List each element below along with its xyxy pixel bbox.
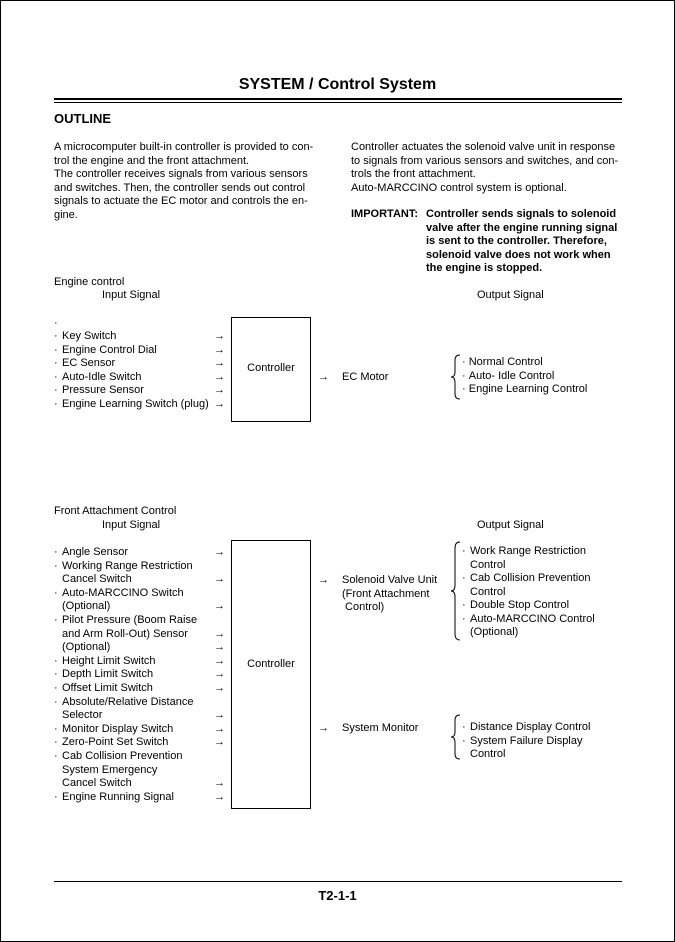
output-item [462,545,595,559]
intro-right [351,141,623,195]
input-arrow: → [214,370,225,383]
intro-left-line: A microcomputer built-in controller is provided to con- [54,141,314,153]
solenoid-brace [450,541,462,641]
front-input-item: Selector [62,709,103,722]
output-item [462,735,590,749]
intro-right-line: Auto-MARCCINO control system is optional. [351,181,567,194]
engine-input-item: Engine Control Dial [62,343,157,356]
output-bullet: · [462,612,466,625]
output-bullet: · [462,721,466,733]
output-text: (Optional) [470,626,519,638]
intro-left-line: signals to actuate the EC motor and controls the en- [54,195,308,208]
important-note [426,208,626,276]
output-bullet: · [462,599,466,611]
input-arrow: → [214,722,225,735]
intro-right-line: to signals from various sensors and switches, and con- [351,154,619,167]
important-line: Controller sends signals to solenoid [426,208,617,220]
important-line: solenoid valve does not work when [426,248,611,261]
front-input-item: (Optional) [62,641,111,654]
input-arrow: → [214,790,225,803]
engine-diagram-title: Engine control [54,276,125,288]
front-input-item: Cancel Switch [62,777,132,790]
page-title: SYSTEM / Control System [238,76,437,93]
engine-input-item: Key Switch [62,330,117,342]
input-arrow: → [214,654,225,667]
front-input-item: Pilot Pressure (Boom Raise [62,614,198,626]
intro-left-line: trol the engine and the front attachment. [54,154,250,167]
engine-output-item: · Normal Control [462,356,543,368]
output-bullet: · [462,545,466,557]
input-arrow: → [214,627,225,640]
intro-right-line: Controller actuates the solenoid valve unit in response [351,141,616,153]
solenoid-valve-unit [342,574,437,615]
output-text: Distance Display Control [470,721,591,733]
front-input-item: System Emergency [62,763,158,776]
output-text: Control [470,558,506,571]
front-input-item: Offset Limit Switch [62,682,153,694]
input-arrow: → [214,641,225,654]
important-line: is sent to the controller. Therefore, [426,235,607,248]
output-text: Control [470,748,506,760]
solenoid-line: Solenoid Valve Unit [342,574,438,586]
important-label: IMPORTANT: [351,208,419,220]
front-input-item: Working Range Restriction [62,559,193,572]
input-arrow: → [214,357,225,370]
input-bullet: · [54,384,58,397]
output-bullet: · [462,572,466,584]
engine-output-unit: EC Motor [342,371,389,383]
input-bullet: · [54,343,58,356]
input-bullet: · [54,695,58,708]
front-input-item: Engine Running Signal [62,790,174,803]
output-text: Control [470,585,506,598]
output-bullet: · [462,734,466,747]
input-bullet: · [54,668,58,681]
front-controller-box [231,540,311,809]
input-bullet: · [54,790,58,803]
input-arrow: → [214,777,225,790]
output-item [462,559,595,573]
stray-dot: · [54,317,58,329]
input-bullet: · [54,614,58,626]
output-item [462,586,595,600]
output-item [462,721,590,735]
output-item [462,572,595,586]
intro-left-line: and switches. Then, the controller sends out control [54,181,306,194]
input-bullet: · [54,357,58,370]
output-text: Cab Collision Prevention [470,572,591,584]
input-arrow: → [214,384,225,397]
input-bullet: · [54,722,58,735]
input-bullet: · [54,654,58,667]
page-number: T2-1-1 [318,888,357,903]
engine-input-item: Auto-Idle Switch [62,370,142,383]
front-output-heading: Output Signal [477,519,544,531]
input-arrow: → [214,600,225,613]
footer-rule [54,881,622,882]
front-input-item: Height Limit Switch [62,654,156,667]
engine-output-item: · Auto- Idle Control [462,369,555,382]
solenoid-line: Control) [342,601,385,613]
output-text: System Failure Display [470,734,583,747]
front-diagram-title: Front Attachment Control [54,505,177,517]
front-input-item: and Arm Roll-Out) Sensor [62,627,188,640]
output-item [462,626,595,640]
intro-left-line: gine. [54,208,78,221]
monitor-arrow: → [318,722,329,734]
engine-output-heading: Output Signal [477,289,544,301]
input-arrow: → [214,343,225,356]
engine-brace [450,354,462,400]
intro-right-line: trols the front attachment. [351,168,476,181]
input-arrow: → [214,668,225,681]
input-bullet: · [54,559,58,572]
header-rule-thin [54,102,622,103]
input-arrow: → [214,546,225,558]
input-arrow: → [214,682,225,694]
input-bullet: · [54,398,58,410]
front-input-item: Auto-MARCCINO Switch [62,586,184,599]
front-input-item: Monitor Display Switch [62,722,174,735]
output-text: Work Range Restriction [470,545,586,557]
monitor-brace [450,714,462,760]
engine-controller-label: Controller [247,362,295,374]
input-bullet: · [54,736,58,749]
output-item [462,748,590,762]
engine-output-item: · Engine Learning Control [462,383,588,395]
section-title: OUTLINE [54,111,112,126]
solenoid-output-list [462,545,595,640]
intro-left-line: The controller receives signals from various sensors [54,168,308,181]
engine-input-item: Pressure Sensor [62,384,144,397]
front-input-item: (Optional) [62,600,111,613]
important-line: valve after the engine running signal [426,221,618,234]
solenoid-line: (Front Attachment [342,587,430,600]
solenoid-arrow: → [318,574,329,586]
input-arrow: → [214,736,225,749]
engine-input-item: EC Sensor [62,357,116,370]
front-input-item: Cab Collision Prevention [62,750,183,762]
front-input-heading: Input Signal [102,519,161,531]
front-input-item: Depth Limit Switch [62,668,154,681]
front-input-item: Cancel Switch [62,573,132,586]
engine-input-heading: Input Signal [102,289,161,301]
important-line: the engine is stopped. [426,262,543,275]
output-text: Double Stop Control [470,599,570,611]
input-bullet: · [54,586,58,599]
input-arrow: → [214,573,225,586]
front-controller-label: Controller [247,658,295,670]
output-item [462,613,595,627]
input-bullet: · [54,370,58,383]
output-text: Auto-MARCCINO Control [470,612,595,625]
header-rule [54,98,622,100]
input-arrow: → [214,709,225,722]
input-arrow: → [214,398,225,410]
front-input-item: Absolute/Relative Distance [62,695,194,708]
engine-input-item: Engine Learning Switch (plug) [62,398,209,410]
engine-output-arrow: → [318,371,329,383]
input-bullet: · [54,682,58,694]
output-item [462,599,595,613]
input-bullet: · [54,330,58,342]
system-monitor: System Monitor [342,722,419,734]
input-bullet: · [54,546,58,558]
monitor-output-list [462,721,590,762]
input-arrow: → [214,330,225,342]
front-input-item: Zero-Point Set Switch [62,736,169,749]
engine-output-list [462,356,587,397]
front-input-item: Angle Sensor [62,546,129,558]
input-bullet: · [54,750,58,762]
intro-left [54,141,326,223]
